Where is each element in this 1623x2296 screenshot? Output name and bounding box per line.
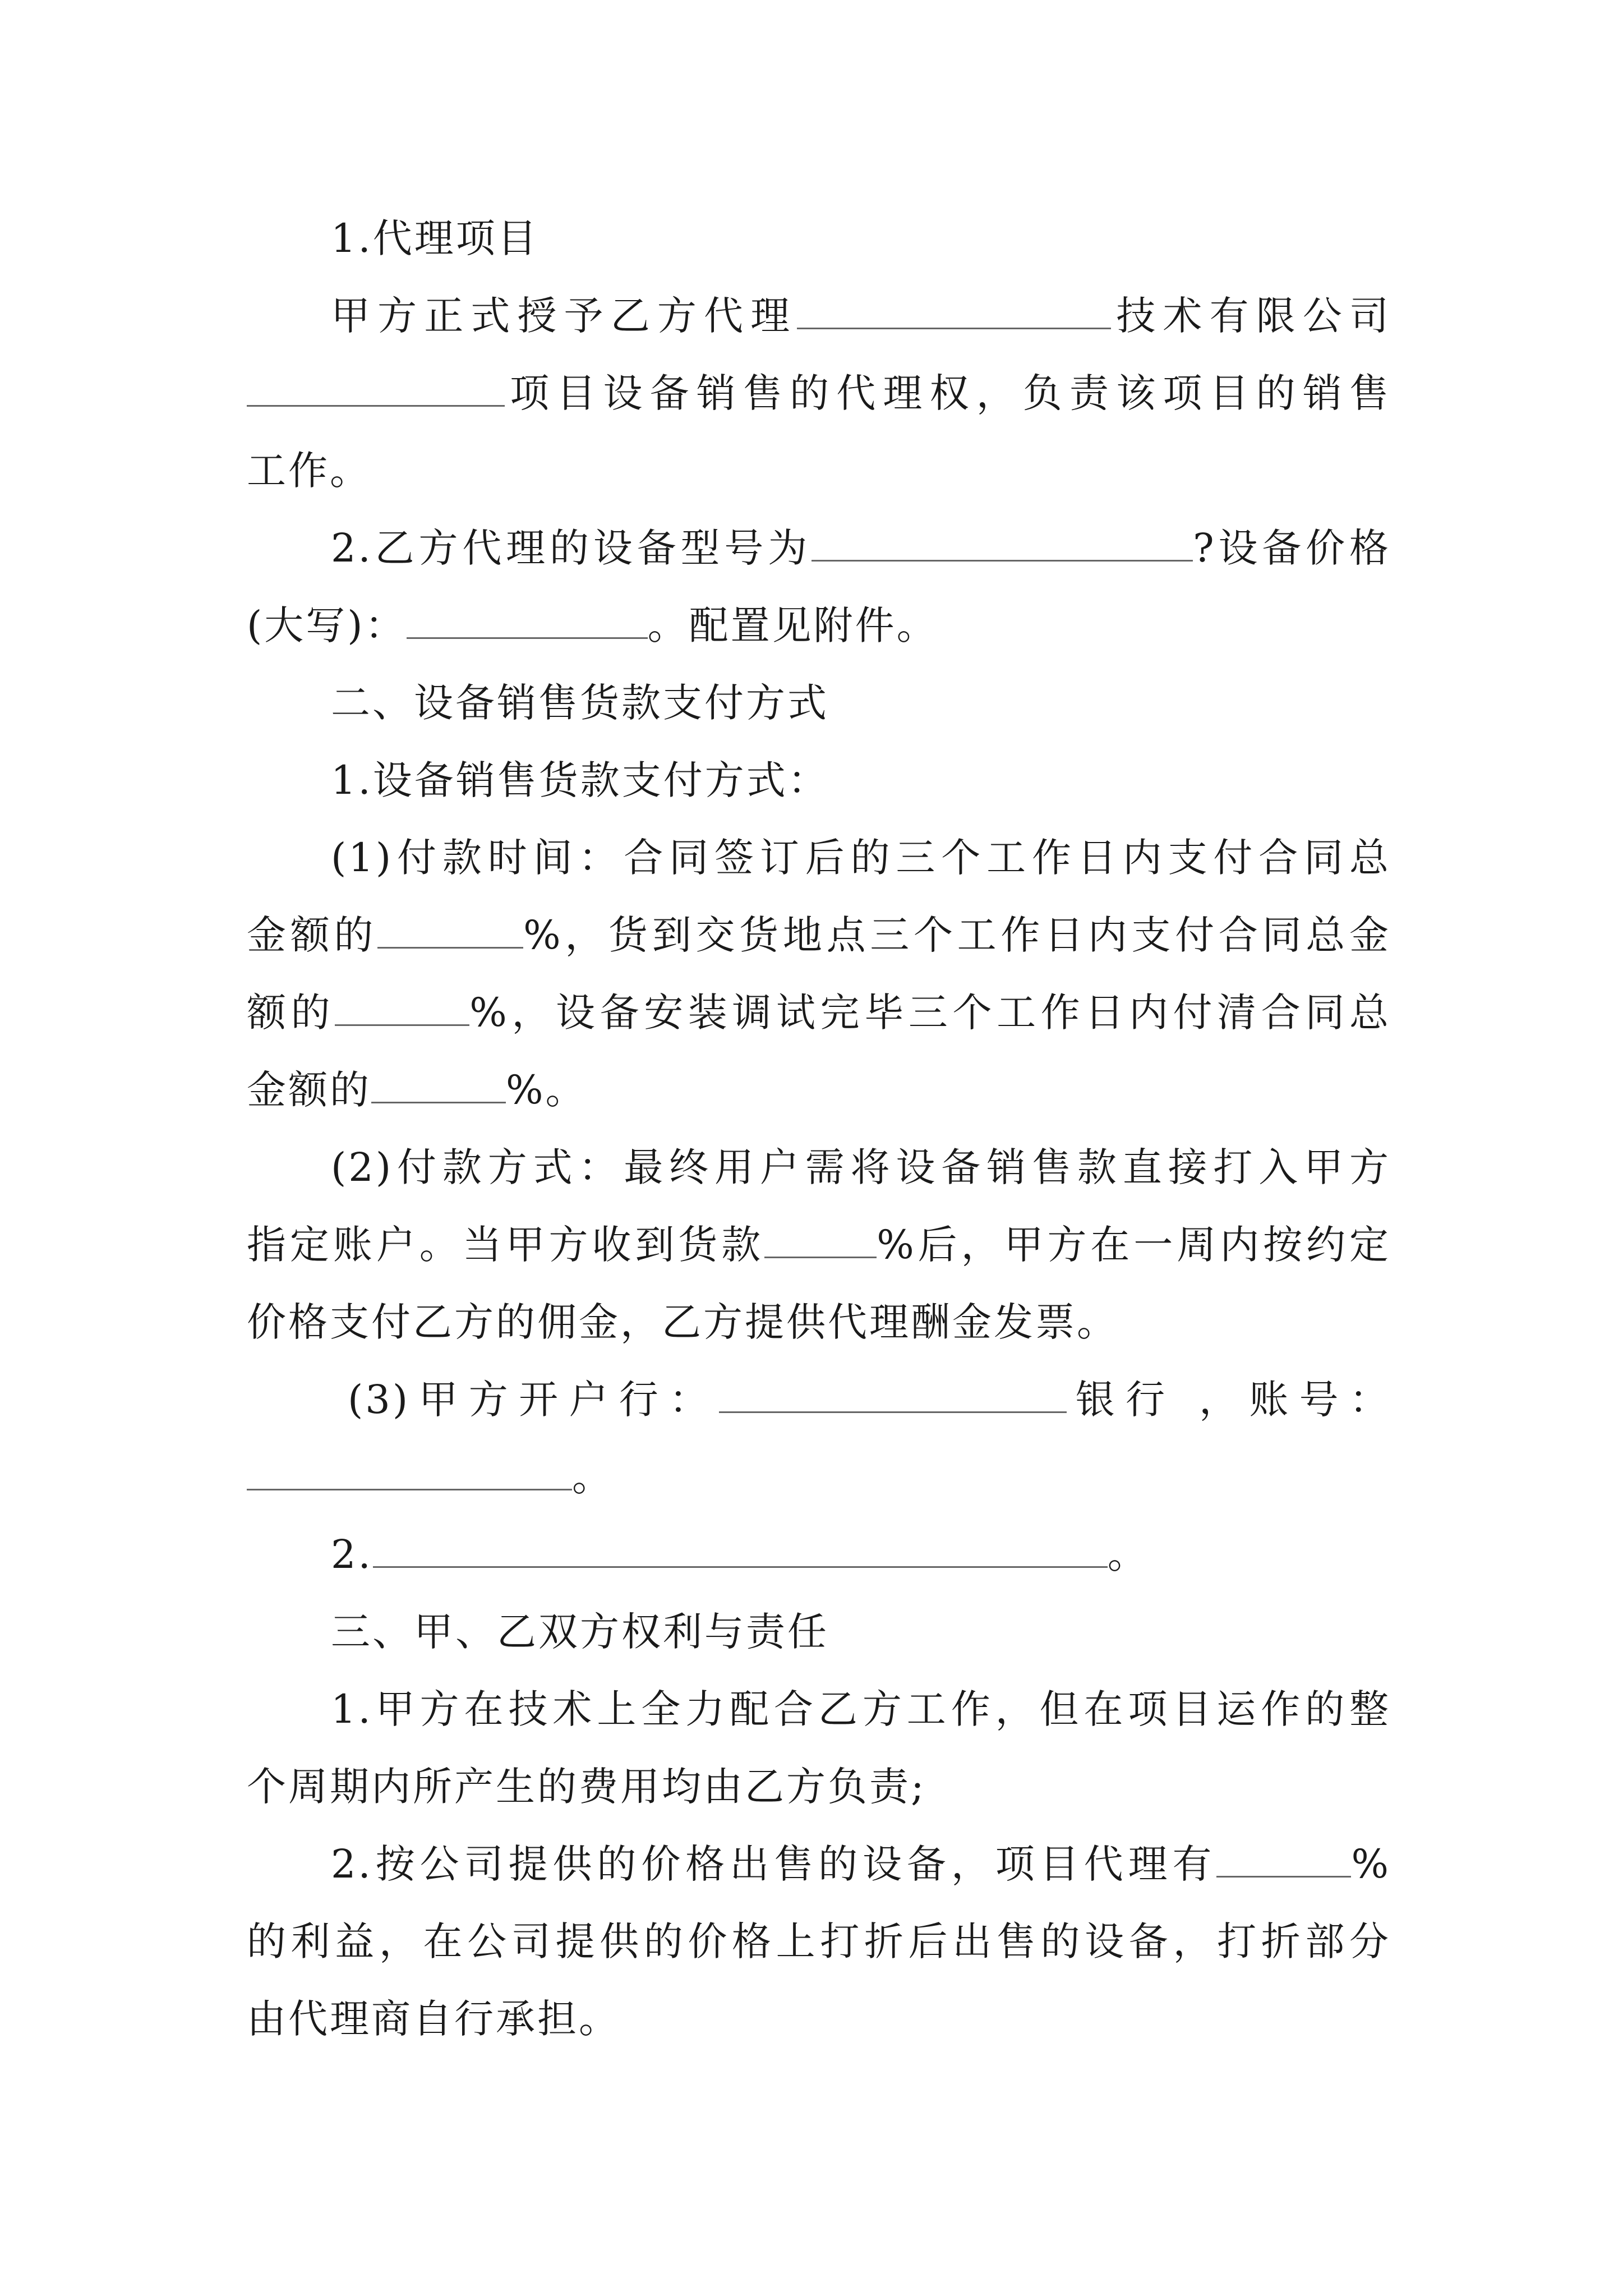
text-run: 2.乙方代理的设备型号为 <box>331 525 812 571</box>
fill-blank-profit <box>1216 1841 1351 1878</box>
paragraph-line <box>247 1916 1391 1967</box>
paragraph-line <box>331 291 1391 341</box>
fill-blank-percent-2 <box>335 990 469 1026</box>
clause-heading <box>331 755 1391 806</box>
clause-1-heading <box>331 213 1391 264</box>
fill-blank-percent-1 <box>377 912 523 949</box>
text-run: 金额的 <box>247 1067 371 1113</box>
fill-blank-company <box>797 293 1111 329</box>
paragraph-line <box>348 1374 1391 1425</box>
text-run: 1.设备销售货款支付方式： <box>331 757 829 803</box>
paragraph-line <box>247 1761 1391 1812</box>
text-run: 甲方正式授予乙方代理 <box>331 293 797 339</box>
text-run: 指定账户。当甲方收到货款 <box>247 1222 765 1268</box>
text-run: 金额的 <box>247 912 378 958</box>
text-run: 2.按公司提供的价格出售的设备，项目代理有 <box>331 1841 1217 1887</box>
text-run: ?设备价格 <box>1193 525 1391 571</box>
text-run: (2)付款方式：最终用户需将设备销售款直接打入甲方 <box>331 1144 1391 1190</box>
text-run: %，货到交货地点三个工作日内支付合同总金 <box>523 912 1391 958</box>
paragraph-line <box>331 523 1391 573</box>
fill-blank-bank <box>719 1377 1067 1413</box>
text-run: 价格支付乙方的佣金，乙方提供代理酬金发票。 <box>247 1299 1118 1345</box>
text-run: 个周期内所产生的费用均由乙方负责; <box>247 1764 926 1810</box>
section-3-heading <box>331 1607 1391 1657</box>
text-run: 由代理商自行承担。 <box>247 1996 620 2042</box>
text-run: (大写)： <box>247 602 407 648</box>
paragraph-line <box>247 987 1391 1038</box>
text-run: 额的 <box>247 990 335 1036</box>
text-run: 工作。 <box>247 448 371 494</box>
text-run: 项目设备销售的代理权，负责该项目的销售 <box>505 370 1391 416</box>
fill-blank-percent-3 <box>371 1067 506 1103</box>
paragraph-line <box>247 445 1391 496</box>
paragraph-line <box>247 368 1391 418</box>
clause-1-heading-text: 1.代理项目 <box>331 215 539 261</box>
text-run: %，设备安装调试完毕三个工作日内付清合同总 <box>469 990 1391 1036</box>
text-run: 。 <box>1107 1531 1149 1577</box>
text-run: % <box>1351 1841 1391 1887</box>
paragraph-line <box>331 1529 1391 1580</box>
paragraph-line <box>247 910 1391 960</box>
paragraph-line <box>247 1994 1391 2044</box>
text-run: 银行 ，账号： <box>1067 1377 1391 1423</box>
text-run: 2. <box>331 1531 373 1577</box>
paragraph-line <box>247 1452 1391 1502</box>
paragraph-line <box>331 1839 1391 1889</box>
fill-blank-price <box>407 602 648 639</box>
paragraph-line <box>331 1684 1391 1734</box>
fill-blank-model <box>811 525 1193 562</box>
text-run: %。 <box>506 1067 587 1113</box>
text-run: %后，甲方在一周内按约定 <box>877 1222 1391 1268</box>
text-run: (3)甲方开户行： <box>348 1377 720 1423</box>
paragraph-line <box>247 1065 1391 1115</box>
paragraph-line <box>247 1220 1391 1270</box>
paragraph-line <box>247 1297 1391 1347</box>
fill-blank-account <box>247 1454 572 1490</box>
paragraph-line <box>331 1142 1391 1193</box>
fill-blank-percent-4 <box>764 1222 877 1258</box>
text-run: 。 <box>572 1454 614 1500</box>
paragraph-line <box>247 600 1391 651</box>
text-run: (1)付款时间：合同签订后的三个工作日内支付合同总 <box>331 835 1391 881</box>
text-run: 技术有限公司 <box>1111 293 1391 339</box>
section-2-heading <box>331 678 1391 728</box>
fill-blank-clause-2 <box>373 1531 1108 1568</box>
fill-blank-project <box>247 370 505 407</box>
paragraph-line <box>331 832 1391 883</box>
section-3-heading-text: 三、甲、乙双方权利与责任 <box>331 1609 829 1655</box>
text-run: 1.甲方在技术上全力配合乙方工作，但在项目运作的整 <box>331 1686 1391 1732</box>
section-2-heading-text: 二、设备销售货款支付方式 <box>331 680 829 726</box>
text-run: 的利益，在公司提供的价格上打折后出售的设备，打折部分 <box>247 1918 1391 1964</box>
text-run: 。配置见附件。 <box>647 602 938 648</box>
